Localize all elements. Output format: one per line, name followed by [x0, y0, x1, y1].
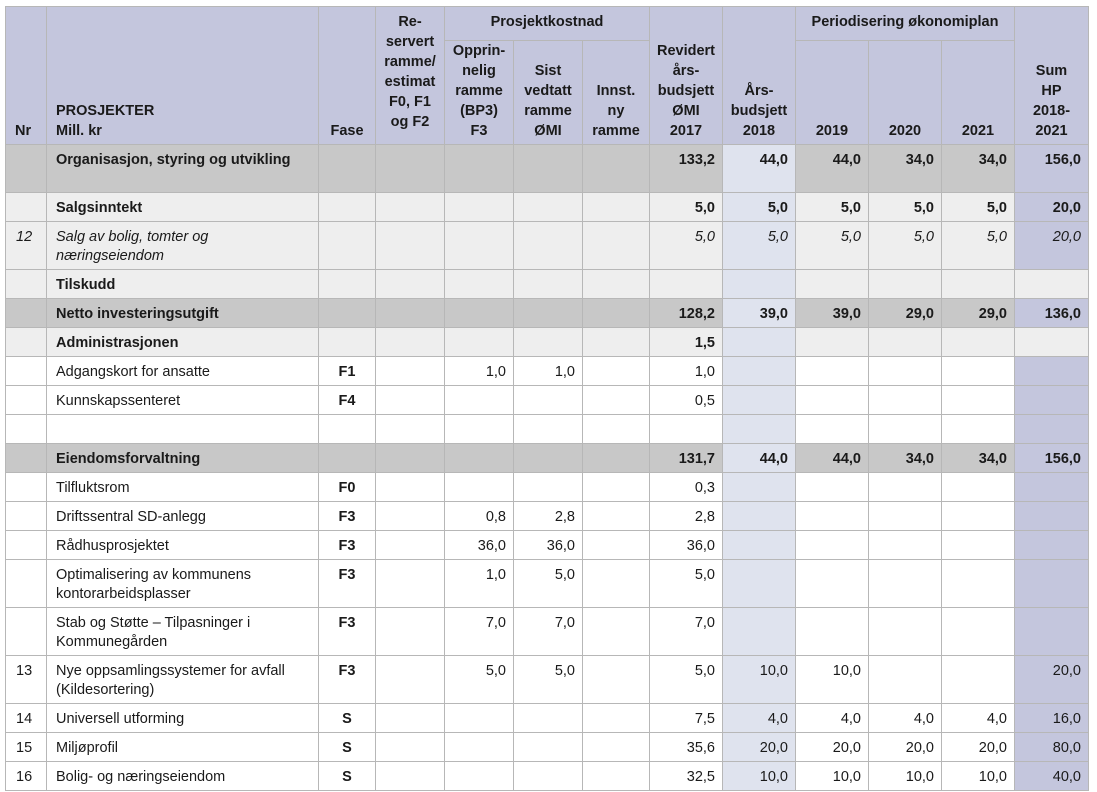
cell-project-name: Bolig- og næringseiendom [47, 762, 319, 791]
table-row [6, 415, 1089, 444]
cell-fase [319, 222, 376, 270]
cell-innst [583, 656, 650, 704]
cell-2021 [942, 502, 1015, 531]
cell-innst [583, 762, 650, 791]
cell-arsbudsjett-2018: 10,0 [723, 656, 796, 704]
cell-2020: 4,0 [869, 704, 942, 733]
cell-2019: 4,0 [796, 704, 869, 733]
cell-opprinnelig [445, 444, 514, 473]
cell-2019: 5,0 [796, 222, 869, 270]
cell-innst [583, 145, 650, 193]
cell-fase [319, 193, 376, 222]
cell-arsbudsjett-2018 [723, 473, 796, 502]
cell-nr [6, 502, 47, 531]
cell-revidert-2017: 5,0 [650, 222, 723, 270]
header-opprinnelig: Opprin- nelig ramme (BP3) F3 [445, 41, 514, 145]
cell-sist-vedtatt [514, 473, 583, 502]
cell-2021 [942, 656, 1015, 704]
header-prosjekter-line1: PROSJEKTER [56, 103, 155, 119]
cell-innst [583, 733, 650, 762]
cell-project-name: Eiendomsforvaltning [47, 444, 319, 473]
cell-reservert [376, 473, 445, 502]
cell-2021 [942, 386, 1015, 415]
cell-reservert [376, 531, 445, 560]
cell-fase [319, 299, 376, 328]
cell-opprinnelig [445, 473, 514, 502]
cell-arsbudsjett-2018: 44,0 [723, 444, 796, 473]
cell-2019: 10,0 [796, 656, 869, 704]
cell-revidert-2017: 133,2 [650, 145, 723, 193]
cell-opprinnelig: 7,0 [445, 608, 514, 656]
cell-reservert [376, 270, 445, 299]
cell-revidert-2017: 36,0 [650, 531, 723, 560]
table-row [6, 145, 1089, 193]
cell-2019 [796, 386, 869, 415]
cell-fase [319, 444, 376, 473]
cell-sum [1015, 502, 1089, 531]
cell-arsbudsjett-2018: 5,0 [723, 193, 796, 222]
cell-reservert [376, 502, 445, 531]
cell-opprinnelig [445, 704, 514, 733]
cell-2020 [869, 656, 942, 704]
cell-sum [1015, 608, 1089, 656]
cell-revidert-2017: 1,0 [650, 357, 723, 386]
header-nr: Nr [6, 7, 47, 145]
cell-fase [319, 328, 376, 357]
cell-sum [1015, 473, 1089, 502]
cell-reservert [376, 328, 445, 357]
cell-2019 [796, 270, 869, 299]
cell-opprinnelig: 0,8 [445, 502, 514, 531]
cell-nr [6, 531, 47, 560]
cell-2019: 44,0 [796, 145, 869, 193]
cell-project-name [47, 415, 319, 444]
cell-reservert [376, 357, 445, 386]
cell-nr [6, 299, 47, 328]
cell-sist-vedtatt [514, 704, 583, 733]
cell-2020 [869, 473, 942, 502]
cell-sist-vedtatt: 7,0 [514, 608, 583, 656]
cell-reservert [376, 299, 445, 328]
cell-fase: F1 [319, 357, 376, 386]
table-row [6, 270, 1089, 299]
cell-revidert-2017: 7,0 [650, 608, 723, 656]
cell-2019: 20,0 [796, 733, 869, 762]
cell-2020 [869, 608, 942, 656]
table-row [6, 473, 1089, 502]
cell-nr: 13 [6, 656, 47, 704]
cell-innst [583, 193, 650, 222]
cell-2019: 44,0 [796, 444, 869, 473]
cell-innst [583, 270, 650, 299]
cell-innst [583, 386, 650, 415]
cell-2021 [942, 473, 1015, 502]
cell-sist-vedtatt [514, 733, 583, 762]
cell-innst [583, 357, 650, 386]
cell-innst [583, 415, 650, 444]
header-revidert: Revidert års- budsjett ØMI 2017 [650, 7, 723, 145]
cell-2021: 10,0 [942, 762, 1015, 791]
cell-sist-vedtatt: 2,8 [514, 502, 583, 531]
cell-revidert-2017: 32,5 [650, 762, 723, 791]
table-row [6, 704, 1089, 733]
cell-opprinnelig [445, 270, 514, 299]
table-row [6, 502, 1089, 531]
cell-arsbudsjett-2018 [723, 357, 796, 386]
cell-sist-vedtatt [514, 299, 583, 328]
cell-2020 [869, 502, 942, 531]
cell-sist-vedtatt: 1,0 [514, 357, 583, 386]
cell-project-name: Universell utforming [47, 704, 319, 733]
cell-project-name: Rådhusprosjektet [47, 531, 319, 560]
cell-project-name: Kunnskapssenteret [47, 386, 319, 415]
cell-revidert-2017 [650, 270, 723, 299]
cell-arsbudsjett-2018 [723, 531, 796, 560]
cell-2021 [942, 357, 1015, 386]
cell-nr [6, 386, 47, 415]
cell-nr: 15 [6, 733, 47, 762]
header-sist-vedtatt: Sist vedtatt ramme ØMI [514, 41, 583, 145]
cell-2020: 5,0 [869, 222, 942, 270]
cell-arsbudsjett-2018 [723, 560, 796, 608]
cell-project-name: Salg av bolig, tomter og næringseiendom [47, 222, 319, 270]
cell-project-name: Tilfluktsrom [47, 473, 319, 502]
cell-arsbudsjett-2018 [723, 386, 796, 415]
cell-innst [583, 560, 650, 608]
cell-reservert [376, 193, 445, 222]
cell-revidert-2017: 0,3 [650, 473, 723, 502]
cell-sist-vedtatt [514, 193, 583, 222]
cell-sist-vedtatt [514, 762, 583, 791]
cell-2019 [796, 473, 869, 502]
cell-sist-vedtatt [514, 328, 583, 357]
cell-sist-vedtatt [514, 270, 583, 299]
cell-2021: 34,0 [942, 444, 1015, 473]
cell-opprinnelig: 5,0 [445, 656, 514, 704]
budget-table-container [5, 6, 1089, 791]
cell-2020 [869, 560, 942, 608]
cell-opprinnelig: 1,0 [445, 560, 514, 608]
cell-2021: 20,0 [942, 733, 1015, 762]
cell-innst [583, 704, 650, 733]
cell-2020: 20,0 [869, 733, 942, 762]
table-row [6, 560, 1089, 608]
cell-2020 [869, 357, 942, 386]
cell-revidert-2017: 5,0 [650, 193, 723, 222]
cell-reservert [376, 704, 445, 733]
cell-sist-vedtatt: 36,0 [514, 531, 583, 560]
cell-reservert [376, 733, 445, 762]
cell-opprinnelig [445, 733, 514, 762]
cell-arsbudsjett-2018: 39,0 [723, 299, 796, 328]
cell-project-name: Tilskudd [47, 270, 319, 299]
cell-arsbudsjett-2018 [723, 502, 796, 531]
cell-opprinnelig: 1,0 [445, 357, 514, 386]
cell-2020 [869, 328, 942, 357]
cell-sum [1015, 560, 1089, 608]
table-row [6, 299, 1089, 328]
cell-innst [583, 299, 650, 328]
cell-2020 [869, 386, 942, 415]
cell-project-name: Miljøprofil [47, 733, 319, 762]
cell-arsbudsjett-2018: 4,0 [723, 704, 796, 733]
cell-nr [6, 560, 47, 608]
cell-arsbudsjett-2018 [723, 328, 796, 357]
cell-arsbudsjett-2018: 5,0 [723, 222, 796, 270]
cell-fase: F3 [319, 531, 376, 560]
cell-2021 [942, 270, 1015, 299]
table-row [6, 531, 1089, 560]
cell-project-name: Netto investeringsutgift [47, 299, 319, 328]
cell-fase: F0 [319, 473, 376, 502]
cell-arsbudsjett-2018 [723, 415, 796, 444]
cell-sum [1015, 357, 1089, 386]
cell-project-name: Optimalisering av kommunens kontorarbeidsplasser [47, 560, 319, 608]
table-row [6, 656, 1089, 704]
cell-nr: 16 [6, 762, 47, 791]
cell-fase: S [319, 733, 376, 762]
table-row [6, 762, 1089, 791]
cell-revidert-2017: 7,5 [650, 704, 723, 733]
table-row [6, 193, 1089, 222]
cell-innst [583, 608, 650, 656]
cell-nr [6, 193, 47, 222]
table-body [6, 145, 1089, 791]
cell-2019 [796, 560, 869, 608]
cell-reservert [376, 444, 445, 473]
cell-opprinnelig [445, 415, 514, 444]
cell-fase: F3 [319, 656, 376, 704]
cell-arsbudsjett-2018: 44,0 [723, 145, 796, 193]
cell-project-name: Administrasjonen [47, 328, 319, 357]
cell-innst [583, 222, 650, 270]
cell-reservert [376, 560, 445, 608]
cell-nr: 14 [6, 704, 47, 733]
cell-revidert-2017: 131,7 [650, 444, 723, 473]
cell-reservert [376, 656, 445, 704]
cell-2021 [942, 415, 1015, 444]
header-prosjektkostnad: Prosjektkostnad [445, 7, 650, 41]
cell-sum: 16,0 [1015, 704, 1089, 733]
cell-nr [6, 473, 47, 502]
cell-2021: 4,0 [942, 704, 1015, 733]
budget-table [5, 6, 1089, 791]
cell-2021: 34,0 [942, 145, 1015, 193]
cell-project-name: Organisasjon, styring og utvikling [47, 145, 319, 193]
cell-2019 [796, 328, 869, 357]
cell-innst [583, 444, 650, 473]
cell-revidert-2017: 1,5 [650, 328, 723, 357]
cell-project-name: Nye oppsamlingssystemer for avfall (Kildesortering) [47, 656, 319, 704]
cell-reservert [376, 608, 445, 656]
cell-nr [6, 328, 47, 357]
cell-2021: 5,0 [942, 222, 1015, 270]
cell-2021 [942, 328, 1015, 357]
cell-sist-vedtatt [514, 415, 583, 444]
cell-nr [6, 357, 47, 386]
cell-innst [583, 502, 650, 531]
cell-2021 [942, 608, 1015, 656]
cell-sum: 156,0 [1015, 145, 1089, 193]
cell-2020 [869, 270, 942, 299]
header-periodisering: Periodisering økonomiplan [796, 7, 1015, 41]
cell-2020 [869, 415, 942, 444]
cell-fase: S [319, 762, 376, 791]
cell-nr [6, 608, 47, 656]
cell-project-name: Driftssentral SD-anlegg [47, 502, 319, 531]
cell-sist-vedtatt: 5,0 [514, 560, 583, 608]
cell-2019 [796, 357, 869, 386]
cell-sum [1015, 415, 1089, 444]
table-row [6, 608, 1089, 656]
cell-sist-vedtatt [514, 145, 583, 193]
cell-project-name: Salgsinntekt [47, 193, 319, 222]
cell-sum: 20,0 [1015, 193, 1089, 222]
cell-sist-vedtatt: 5,0 [514, 656, 583, 704]
cell-nr [6, 145, 47, 193]
cell-nr [6, 270, 47, 299]
cell-2020: 34,0 [869, 145, 942, 193]
cell-opprinnelig [445, 386, 514, 415]
cell-2020: 29,0 [869, 299, 942, 328]
table-row [6, 222, 1089, 270]
cell-nr [6, 444, 47, 473]
header-innst: Innst. ny ramme [583, 41, 650, 145]
cell-fase: F3 [319, 502, 376, 531]
cell-sum: 136,0 [1015, 299, 1089, 328]
table-row [6, 357, 1089, 386]
cell-2021 [942, 560, 1015, 608]
cell-opprinnelig [445, 145, 514, 193]
cell-sum: 20,0 [1015, 656, 1089, 704]
cell-2019 [796, 415, 869, 444]
cell-fase: F3 [319, 608, 376, 656]
cell-sum: 40,0 [1015, 762, 1089, 791]
cell-revidert-2017: 2,8 [650, 502, 723, 531]
cell-2019: 5,0 [796, 193, 869, 222]
cell-2019: 39,0 [796, 299, 869, 328]
cell-sum: 156,0 [1015, 444, 1089, 473]
cell-2020 [869, 531, 942, 560]
cell-arsbudsjett-2018 [723, 270, 796, 299]
cell-arsbudsjett-2018: 10,0 [723, 762, 796, 791]
cell-nr: 12 [6, 222, 47, 270]
cell-project-name: Adgangskort for ansatte [47, 357, 319, 386]
header-sum: Sum HP 2018- 2021 [1015, 7, 1089, 145]
cell-2021: 29,0 [942, 299, 1015, 328]
cell-reservert [376, 145, 445, 193]
cell-revidert-2017 [650, 415, 723, 444]
cell-fase [319, 415, 376, 444]
cell-sum [1015, 328, 1089, 357]
cell-opprinnelig [445, 193, 514, 222]
header-prosjekter [47, 7, 319, 145]
cell-revidert-2017: 0,5 [650, 386, 723, 415]
table-row [6, 386, 1089, 415]
cell-arsbudsjett-2018: 20,0 [723, 733, 796, 762]
cell-opprinnelig [445, 222, 514, 270]
table-row [6, 733, 1089, 762]
header-2019: 2019 [796, 41, 869, 145]
cell-sum [1015, 270, 1089, 299]
cell-2019: 10,0 [796, 762, 869, 791]
cell-opprinnelig [445, 762, 514, 791]
cell-fase: F4 [319, 386, 376, 415]
cell-sist-vedtatt [514, 222, 583, 270]
cell-fase: S [319, 704, 376, 733]
cell-reservert [376, 762, 445, 791]
cell-sum: 80,0 [1015, 733, 1089, 762]
cell-sum: 20,0 [1015, 222, 1089, 270]
cell-sist-vedtatt [514, 444, 583, 473]
cell-revidert-2017: 128,2 [650, 299, 723, 328]
cell-project-name: Stab og Støtte – Tilpasninger i Kommunegården [47, 608, 319, 656]
cell-reservert [376, 415, 445, 444]
header-prosjekter-line2: Mill. kr [56, 123, 102, 139]
cell-innst [583, 473, 650, 502]
header-fase: Fase [319, 7, 376, 145]
cell-2020: 34,0 [869, 444, 942, 473]
cell-innst [583, 531, 650, 560]
cell-2021: 5,0 [942, 193, 1015, 222]
cell-opprinnelig [445, 328, 514, 357]
header-2021: 2021 [942, 41, 1015, 145]
header-2020: 2020 [869, 41, 942, 145]
cell-fase [319, 270, 376, 299]
table-row [6, 444, 1089, 473]
cell-2019 [796, 502, 869, 531]
cell-revidert-2017: 35,6 [650, 733, 723, 762]
cell-arsbudsjett-2018 [723, 608, 796, 656]
cell-sum [1015, 531, 1089, 560]
cell-innst [583, 328, 650, 357]
cell-reservert [376, 222, 445, 270]
cell-opprinnelig [445, 299, 514, 328]
cell-2020: 5,0 [869, 193, 942, 222]
table-header [6, 7, 1089, 145]
cell-2019 [796, 608, 869, 656]
cell-reservert [376, 386, 445, 415]
header-arsbudsjett: Års- budsjett 2018 [723, 7, 796, 145]
cell-revidert-2017: 5,0 [650, 656, 723, 704]
cell-revidert-2017: 5,0 [650, 560, 723, 608]
cell-sist-vedtatt [514, 386, 583, 415]
cell-fase: F3 [319, 560, 376, 608]
cell-opprinnelig: 36,0 [445, 531, 514, 560]
table-row [6, 328, 1089, 357]
cell-sum [1015, 386, 1089, 415]
cell-nr [6, 415, 47, 444]
header-reservert: Re- servert ramme/ estimat F0, F1 og F2 [376, 7, 445, 145]
cell-2021 [942, 531, 1015, 560]
cell-2020: 10,0 [869, 762, 942, 791]
cell-2019 [796, 531, 869, 560]
cell-fase [319, 145, 376, 193]
